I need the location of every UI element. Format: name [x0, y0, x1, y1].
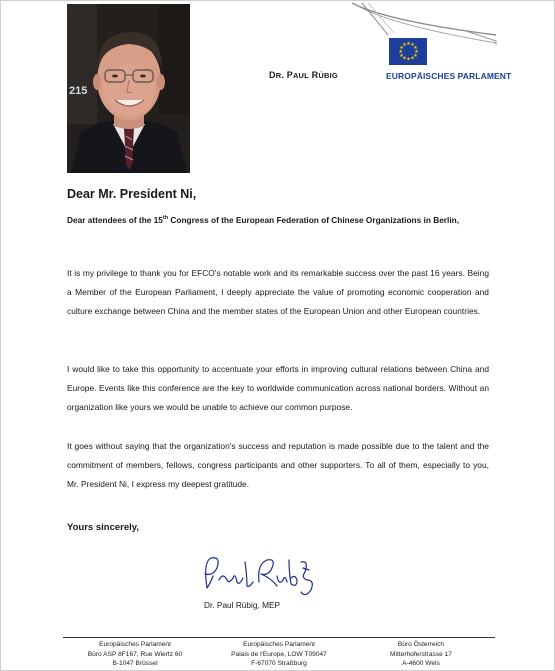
eu-flag-icon — [389, 38, 427, 65]
svg-text:★: ★ — [413, 44, 418, 51]
svg-text:★: ★ — [406, 56, 411, 63]
footer-divider — [63, 637, 495, 638]
attendees-salutation: Dear attendees of the 15th Congress of the European Federation of Chinese Organizations in Berlin, — [67, 214, 460, 225]
svg-text:★: ★ — [399, 44, 404, 51]
svg-text:★: ★ — [402, 42, 407, 48]
svg-text:★: ★ — [410, 55, 415, 62]
svg-text:★: ★ — [399, 52, 404, 59]
greeting: Dear Mr. President Ni, — [67, 187, 197, 201]
parliament-name: EUROPÄISCHES PARLAMENT — [386, 71, 512, 81]
closing: Yours sincerely, — [67, 522, 139, 533]
footer-strasbourg-address: Europäisches Parlament Palais de l'Europe, LOW T09047 F-67070 Straßburg — [231, 641, 327, 667]
paragraph-2: I would like to take this opportunity to accentuate your efforts in improving cultural relations between China and Europe. Events like this conference are the key to worldwide communication across national borders. Without an organization like yours we would be unable to achieve our common purpose. — [67, 364, 489, 412]
svg-text:★: ★ — [398, 48, 403, 55]
svg-text:★: ★ — [402, 55, 407, 62]
paragraph-3: It goes without saying that the organization's success and reputation is made possible due to the talent and the commitment of members, fellows, congress participants and other supporters. To all of them, especially to you, Mr. President Ni, I express my deepest gratitude. — [67, 441, 489, 489]
svg-text:★: ★ — [410, 42, 415, 48]
signature-name: Dr. Paul Rübig, MEP — [204, 600, 281, 610]
portrait-photo — [67, 4, 190, 173]
footer-wels-address: Büro Österreich Mitterhoferstrasse 17 A-4600 Wels — [390, 641, 452, 667]
svg-text:★: ★ — [414, 48, 419, 55]
handwritten-signature — [197, 552, 327, 602]
svg-text:★: ★ — [406, 41, 411, 47]
svg-text:★: ★ — [413, 52, 418, 59]
footer-brussels-address: Europäisches Parlament Büro ASP 8F167, Rue Wiertz 60 B-1047 Brüssel — [87, 641, 183, 667]
photo-badge-number: 215 — [69, 85, 88, 97]
sender-name: DR. PAUL RÜBIG — [269, 70, 338, 80]
paragraph-1: It is my privilege to thank you for EFCO's notable work and its remarkable success over the past 16 years. Being a Member of the European Parliament, I deeply appreciate the value of promoting economic cooperation and culture exchange between China and the member states of the European Union and other European countries. — [67, 268, 489, 316]
